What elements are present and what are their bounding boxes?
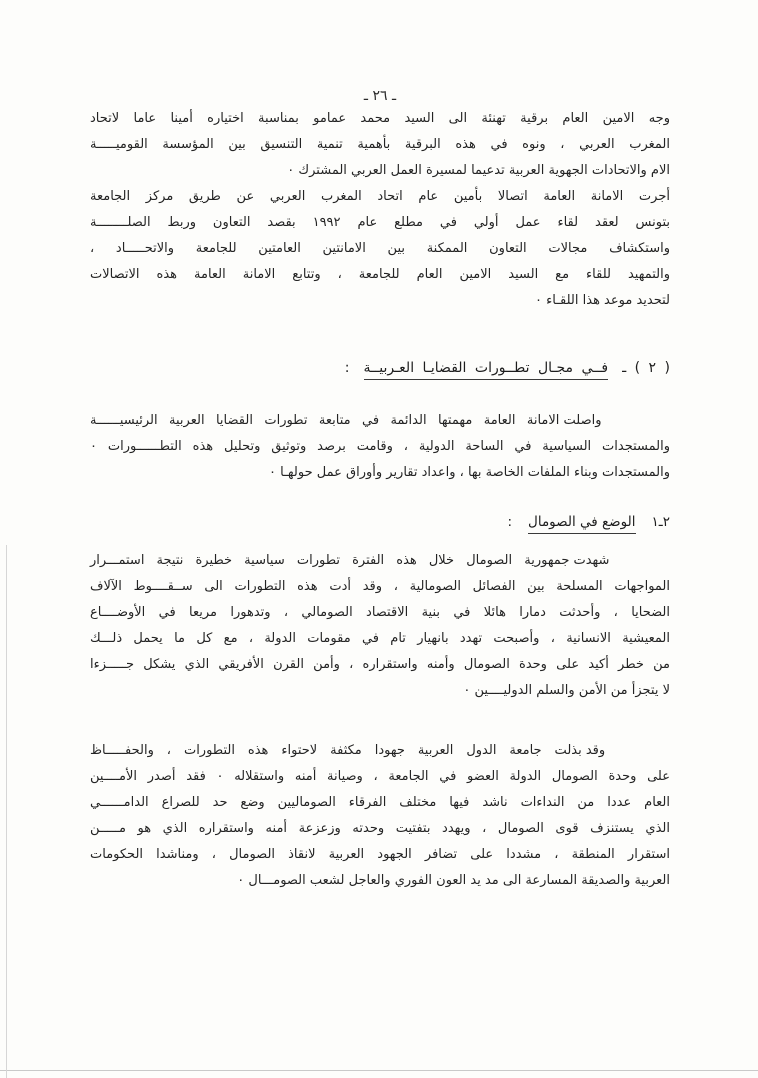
subsection-title: الوضع في الصومال <box>528 514 635 534</box>
text-line: المواجهات المسلحة بين الفصائل الصومالية ، وقد أدت هذه التطورات الى ســقــــوط الآلاف <box>90 579 670 594</box>
text-line: المغرب العربي ، ونوه في هذه البرقية بأهمية تنمية التنسيق بين المؤسسة القوميـــــة <box>90 137 670 152</box>
paragraph-maghreb-contact <box>90 184 670 314</box>
subsection-heading <box>90 514 670 534</box>
text-line: الضحايا ، وأحدثت دمارا هائلا في بنية الاقتصاد الصومالي ، وتدهورا مريعا في الأوضــــاع <box>90 605 670 620</box>
text-line: على وحدة الصومال الدولة العضو في الجامعة ، وصيانة أمنه واستقلاله ٠ فقد أصدر الأمــــين <box>90 769 670 784</box>
page-number: ـ ٢٦ ـ <box>363 88 397 104</box>
section-title: فــي مجـال تطــورات القضايـا العـربيــة <box>364 360 609 380</box>
text-line: واستكشاف مجالات التعاون الممكنة بين الامانتين العامتين للجامعة والاتحـــــاد ، <box>90 241 670 256</box>
text-line: من خطر أكيد على وحدة الصومال وأمنه واستقراره ، وأمن القرن الأفريقي الذي يشكل جـــــزءا <box>90 657 670 672</box>
paragraph-somalia-situation <box>90 548 670 704</box>
text-line: بتونس لعقد لقاء عمل أولي في مطلع عام ١٩٩٢ بقصد التعاون وربط الصلــــــــة <box>90 215 670 230</box>
text-line: واصلت الامانة العامة مهمتها الدائمة في متابعة تطورات القضايا العربية الرئيسيــــــة <box>90 413 670 428</box>
text-line: استقرار المنطقة ، مشددا على تضافر الجهود العربية لانقاذ الصومال ، ومناشدا الحكومات <box>90 847 670 862</box>
text-line: لا يتجزأ من الأمن والسلم الدوليــــين ٠ <box>463 683 670 698</box>
text-line: وقد بذلت جامعة الدول العربية جهودا مكثفة لاحتواء هذه التطورات ، والحفـــــاظ <box>90 743 670 758</box>
text-line: الام والاتحادات الجهوية العربية تدعيما لمسيرة العمل العربي المشترك ٠ <box>287 163 670 178</box>
text-line: والمستجدات وبناء الملفات الخاصة بها ، واعداد تقارير وأوراق عمل حولهـا ٠ <box>269 465 670 480</box>
paragraph-league-efforts <box>90 738 670 894</box>
text-line: العام عددا من النداءات ناشد فيها مختلف الفرقاء الصوماليين وضع حد للصراع الدامــــــي <box>90 795 670 810</box>
text-line: والمستجدات السياسية في الساحة الدولية ، وقامت برصد وتوثيق وتحليل هذه التطــــــورات ٠ <box>90 439 670 454</box>
text-line: لتحديد موعد هذا اللقـاء ٠ <box>535 293 670 308</box>
paragraph-telegram <box>90 106 670 184</box>
section-number: ( ٢ ) ـ <box>622 360 670 376</box>
text-line: العربية والصديقة المسارعة الى مد يد العون الفوري والعاجل لشعب الصومـــال ٠ <box>237 873 670 888</box>
scan-edge-bottom <box>0 1070 758 1071</box>
text-line: والتمهيد للقاء مع السيد الامين العام للجامعة ، وتتابع الامانة العامة هذه الاتصالات <box>90 267 670 282</box>
scan-edge-left <box>6 545 7 1078</box>
text-line: شهدت جمهورية الصومال خلال هذه الفترة تطورات سياسية خطيرة نتيجة استمـــرار <box>90 553 670 568</box>
text-line: المعيشية الانسانية ، وأصبحت تهدد بانهيار تام في مقومات الدولة ، مع كل ما يحمل ذلـــك <box>90 631 670 646</box>
subsection-colon: : <box>507 514 513 530</box>
paragraph-arab-issues-overview <box>90 408 670 486</box>
section-colon: : <box>344 360 350 376</box>
page-content <box>90 88 670 894</box>
section-heading <box>90 360 670 380</box>
text-line: أجرت الامانة العامة اتصالا بأمين عام اتحاد المغرب العربي عن طريق مركز الجامعة <box>90 189 670 204</box>
subsection-number: ٢ـ١ <box>651 514 670 530</box>
text-line: وجه الامين العام برقية تهنئة الى السيد محمد عمامو بمناسبة اختياره أمينا عاما لاتحاد <box>90 111 670 126</box>
text-line: الذي يستنزف قوى الصومال ، ويهدد بتفتيت وحدته وزعزعة أمنه واستقراره الذي هو مـــــن <box>90 821 670 836</box>
